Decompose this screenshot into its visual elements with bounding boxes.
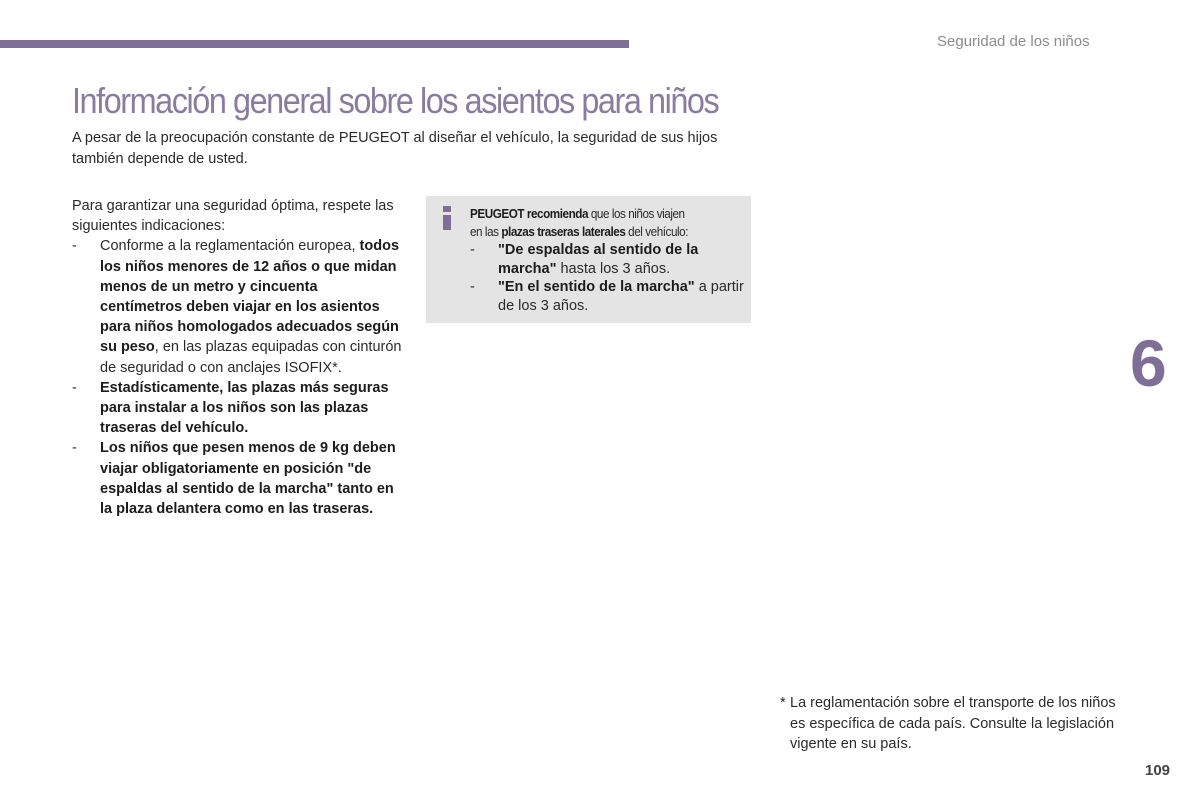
footnote-text: La reglamentación sobre el transporte de los niños es específica de cada país. Consulte la legislación vigente en su país. (790, 695, 1116, 752)
intro-paragraph: A pesar de la preocupación constante de PEUGEOT al diseñar el vehículo, la seguridad de sus hijos también depende de usted. (72, 130, 718, 167)
list-item-text: a partir de los 3 años. (498, 279, 744, 314)
info-icon (441, 206, 453, 230)
dash-marker: - (470, 279, 475, 295)
list-item-text: Conforme a la reglamentación europea, (100, 238, 360, 255)
info-box-line-2-pre: en las (470, 224, 502, 239)
dash-marker: - (72, 440, 77, 457)
list-item (72, 236, 402, 377)
list-item (72, 438, 402, 519)
list-item-bold-text: Los niños que pesen menos de 9 kg deben viajar obligatoriamente en posición "de espaldas al sentido de la marcha" tanto en la plaza delantera como en las traseras. (100, 440, 396, 518)
list-item-bold-text: "En el sentido de la marcha" (498, 279, 695, 295)
footnote (780, 693, 1120, 755)
list-item-bold-text: todos los niños menores de 12 años o que midan menos de un metro y cincuenta centímetros deben viajar en los asientos para niños homologados adecuados según su peso (100, 238, 400, 356)
list-item-bold-text: Estadísticamente, las plazas más seguras para instalar a los niños son las plazas traseras del vehículo. (100, 379, 389, 437)
info-box-line-1-rest: que los niños viajen (588, 206, 685, 221)
info-box (426, 196, 751, 323)
info-box-list (470, 241, 745, 315)
instructions-column (72, 196, 402, 519)
dash-marker: - (470, 242, 475, 258)
info-box-brand: PEUGEOT recomienda (470, 206, 589, 221)
header-accent-bar (0, 40, 629, 48)
footnote-marker: * (780, 695, 786, 711)
section-title: Seguridad de los niños (937, 33, 1090, 50)
list-item-text: , en las plazas equipadas con cinturón de seguridad o con anclajes ISOFIX*. (100, 339, 402, 376)
info-box-line-1 (470, 205, 685, 223)
list-item (72, 378, 402, 439)
page-number: 109 (1145, 762, 1171, 779)
info-box-seats-highlight: plazas traseras laterales (501, 224, 626, 239)
instructions-lead: Para garantizar una seguridad óptima, respete las siguientes indicaciones: (72, 198, 394, 235)
list-item (470, 241, 745, 278)
list-item (470, 278, 745, 315)
info-box-line-2 (470, 223, 688, 241)
instructions-list (72, 236, 402, 519)
chapter-number: 6 (1130, 326, 1167, 400)
page-title: Información general sobre los asientos para niños (72, 80, 719, 121)
info-box-line-2-post: del vehículo: (625, 224, 689, 239)
dash-marker: - (72, 379, 77, 396)
list-item-text: hasta los 3 años. (556, 260, 671, 277)
list-item-bold-text: "De espaldas al sentido de la marcha" (498, 242, 699, 277)
dash-marker: - (72, 238, 77, 255)
info-box-text (470, 205, 745, 315)
